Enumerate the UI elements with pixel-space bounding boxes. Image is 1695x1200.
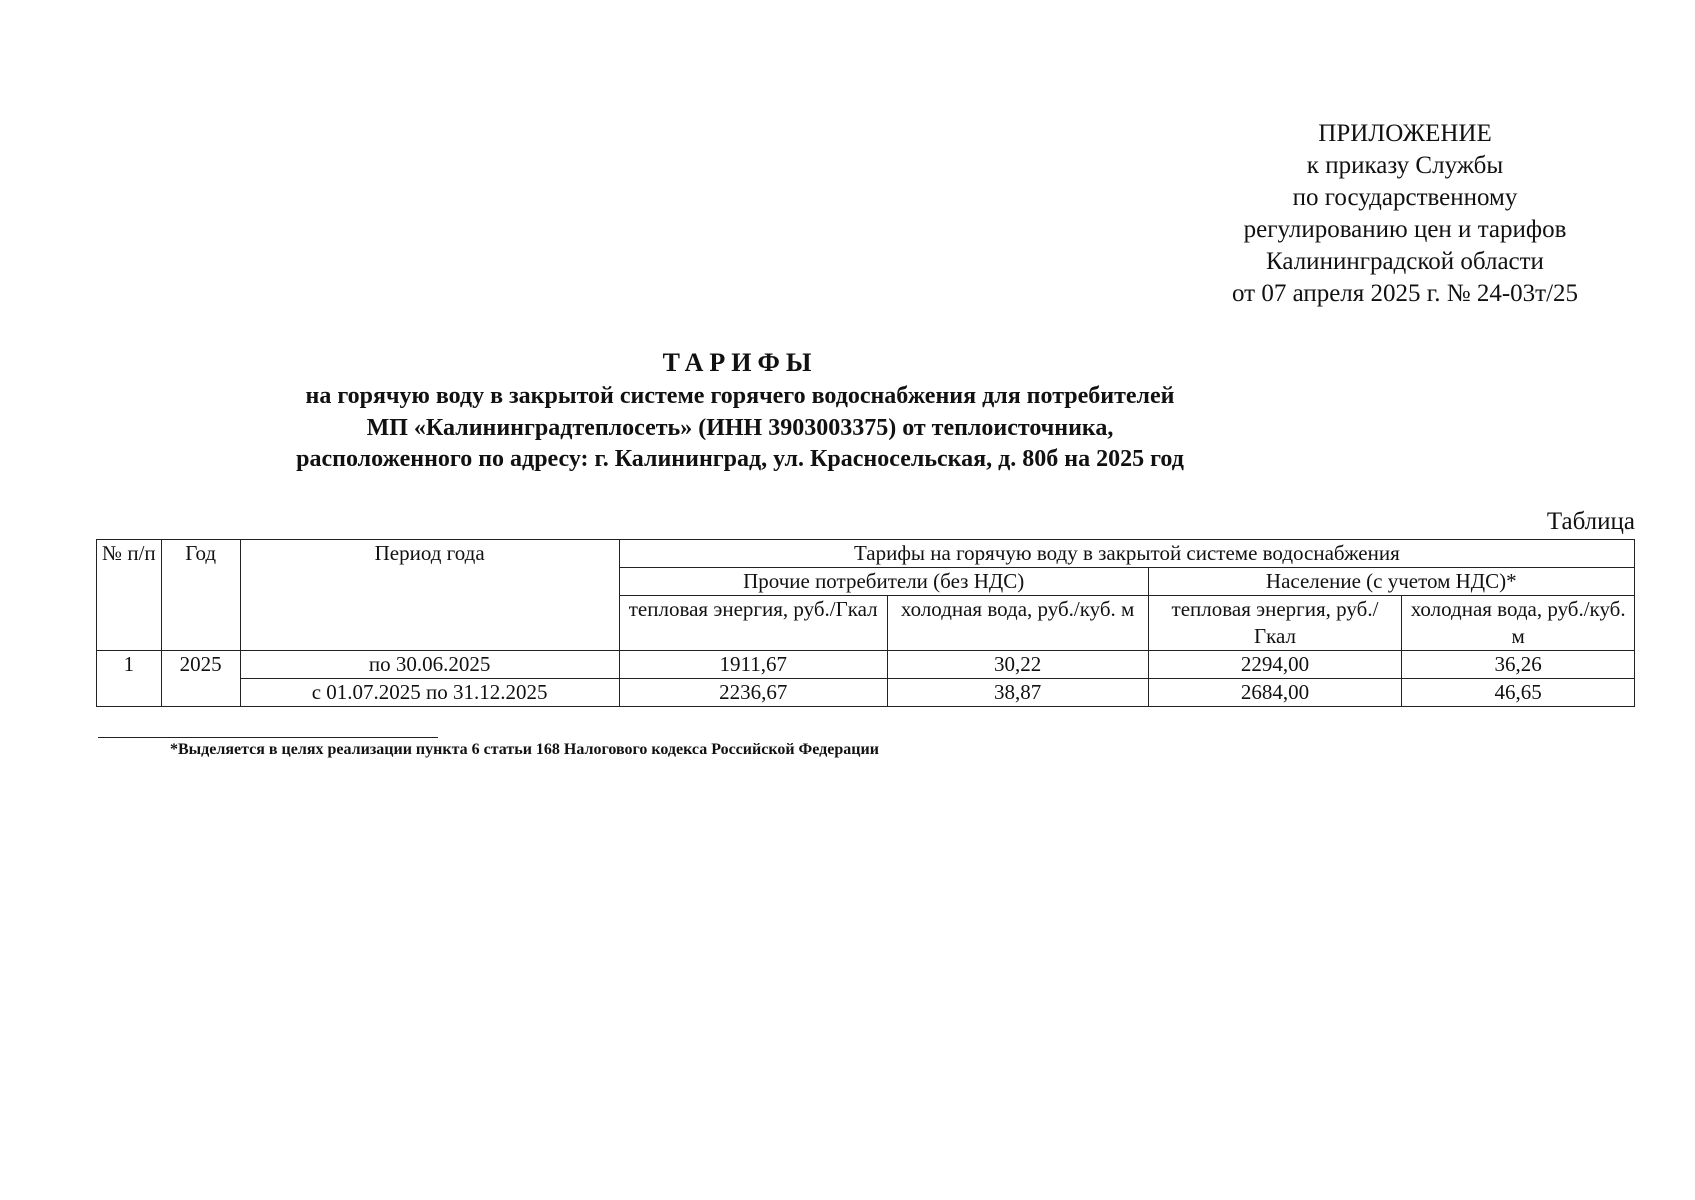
footnote-divider — [98, 737, 438, 738]
header-other-consumers: Прочие потребители (без НДС) — [619, 568, 1148, 596]
table-row — [97, 679, 1635, 707]
header-period: Период года — [240, 540, 619, 651]
cell-other-heat: 2236,67 — [619, 679, 887, 707]
title-line: МП «Калининградтеплосеть» (ИНН 3903003375) от теплоисточника, — [366, 414, 1114, 441]
annex-line: Калининградской области — [1266, 248, 1544, 275]
header-heat: тепловая энергия, руб./Гкал — [1148, 596, 1402, 651]
cell-pop-heat: 2294,00 — [1148, 651, 1402, 679]
header-year: Год — [161, 540, 240, 651]
header-heat: тепловая энергия, руб./Гкал — [619, 596, 887, 651]
header-row — [97, 540, 1635, 568]
annex-line: регулированию цен и тарифов — [1243, 216, 1567, 243]
header-cold: холодная вода, руб./куб. м — [887, 596, 1148, 651]
cell-other-cold: 30,22 — [887, 651, 1148, 679]
tariffs-table — [96, 539, 1635, 707]
title-main: ТАРИФЫ — [662, 348, 818, 377]
header-population: Население (с учетом НДС)* — [1148, 568, 1634, 596]
cell-pop-cold: 46,65 — [1402, 679, 1635, 707]
cell-pop-heat: 2684,00 — [1148, 679, 1402, 707]
cell-other-heat: 1911,67 — [619, 651, 887, 679]
header-cold: холодная вода, руб./куб. м — [1402, 596, 1635, 651]
header-group: Тарифы на горячую воду в закрытой системе водоснабжения — [619, 540, 1634, 568]
cell-year: 2025 — [161, 651, 240, 707]
document-title — [200, 347, 1280, 476]
annex-line: ПРИЛОЖЕНИЕ — [1318, 120, 1492, 147]
header-num: № п/п — [97, 540, 162, 651]
cell-period: с 01.07.2025 по 31.12.2025 — [240, 679, 619, 707]
annex-header — [1180, 118, 1630, 310]
title-line: на горячую воду в закрытой системе горячего водоснабжения для потребителей — [305, 383, 1175, 409]
cell-num: 1 — [97, 651, 162, 707]
annex-line: от 07 апреля 2025 г. № 24-03т/25 — [1231, 280, 1579, 307]
footnote: *Выделяется в целях реализации пункта 6 статьи 168 Налогового кодекса Российской Федерации — [170, 741, 879, 758]
table-label: Таблица — [1546, 508, 1635, 535]
title-line: расположенного по адресу: г. Калининград, ул. Красносельская, д. 80б на 2025 год — [296, 446, 1184, 472]
cell-other-cold: 38,87 — [887, 679, 1148, 707]
cell-period: по 30.06.2025 — [240, 651, 619, 679]
annex-line: по государственному — [1292, 184, 1518, 211]
annex-line: к приказу Службы — [1306, 152, 1504, 179]
cell-pop-cold: 36,26 — [1402, 651, 1635, 679]
table-row — [97, 651, 1635, 679]
